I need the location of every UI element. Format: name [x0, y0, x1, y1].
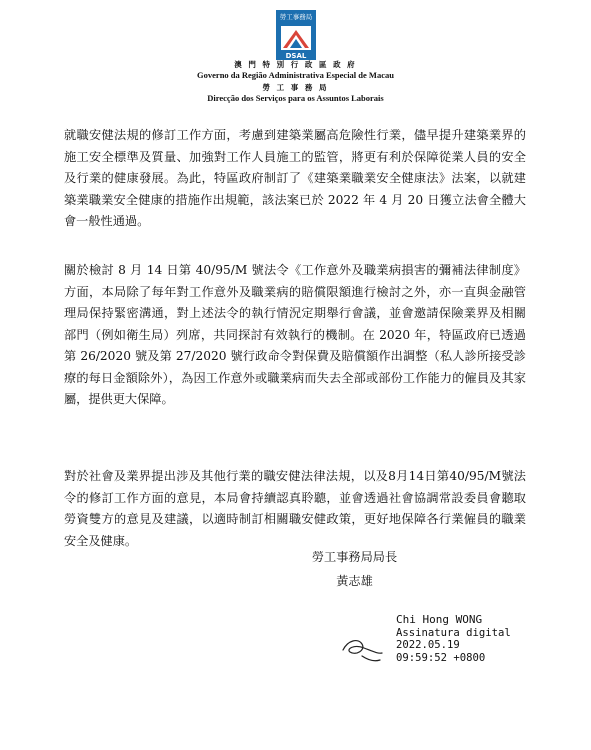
handwritten-signature: [340, 632, 386, 666]
signoff-title: 勞工事務局局長: [311, 550, 398, 564]
digital-signature-time: 09:59:52 +0800: [396, 651, 486, 664]
digital-signature-label: Assinatura digital: [396, 626, 511, 639]
logo-text-bottom: DSAL: [285, 52, 307, 60]
body-paragraph-2: 關於檢討 8 月 14 日第 40/95/M 號法令《工作意外及職業病損害的彌補法律制度》方面，本局除了每年對工作意外及職業病的賠償限額進行檢討之外，亦一直與金融管理局保持緊密溝通，對上述法令的執行情況定期舉行會議，並會邀請保險業界及相關部門（例如衛生局）列席，共同探討有效執行的機制。在 2020 年，特區政府已透過第 26/2020 號及第 27/2020 號行政命令對保費及賠償額作出調整（私人診所接受診療的每日金額除外），為因工作意外或職業病而失去全部或部份工作能力的僱員及其家屬，提供更大保障。: [64, 263, 526, 406]
signoff-name: 黃志雄: [336, 574, 373, 588]
body-paragraph-3: 對於社會及業界提出涉及其他行業的職安健法律法規，以及8月14日第40/95/M號法令的修訂工作方面的意見，本局會持續認真聆聽，並會透過社會協調常設委員會聽取勞資雙方的意見及建議，以適時制訂相關職安健政策，更好地保障各行業僱員的職業安全及健康。: [64, 469, 526, 548]
digital-signature-name: Chi Hong WONG: [396, 613, 483, 626]
digital-signature-block: [396, 614, 566, 664]
digital-signature-date: 2022.05.19: [396, 639, 460, 651]
header-department-portuguese: Direcção dos Serviços para os Assuntos Laborais: [207, 93, 384, 103]
header-government-chinese: 澳 門 特 別 行 政 區 政 府: [234, 60, 357, 69]
header-government-portuguese: Governo da Região Administrativa Especial de Macau: [197, 70, 394, 80]
logo-text-top: 勞工事務局: [279, 13, 313, 21]
header-department-chinese: 勞 工 事 務 局: [262, 83, 329, 92]
dsal-logo: [276, 10, 316, 60]
body-paragraph-1: 就職安健法規的修訂工作方面，考慮到建築業屬高危險性行業，儘早提升建築業界的施工安全標準及質量、加強對工作人員施工的監管，將更有利於保障從業人員的安全及行業的健康發展。為此，特區政府制訂了《建築業職業安全健康法》法案，以就建築業職業安全健康的措施作出規範，該法案已於 2022 年 4 月 20 日獲立法會全體大會一般性通過。: [64, 128, 526, 228]
